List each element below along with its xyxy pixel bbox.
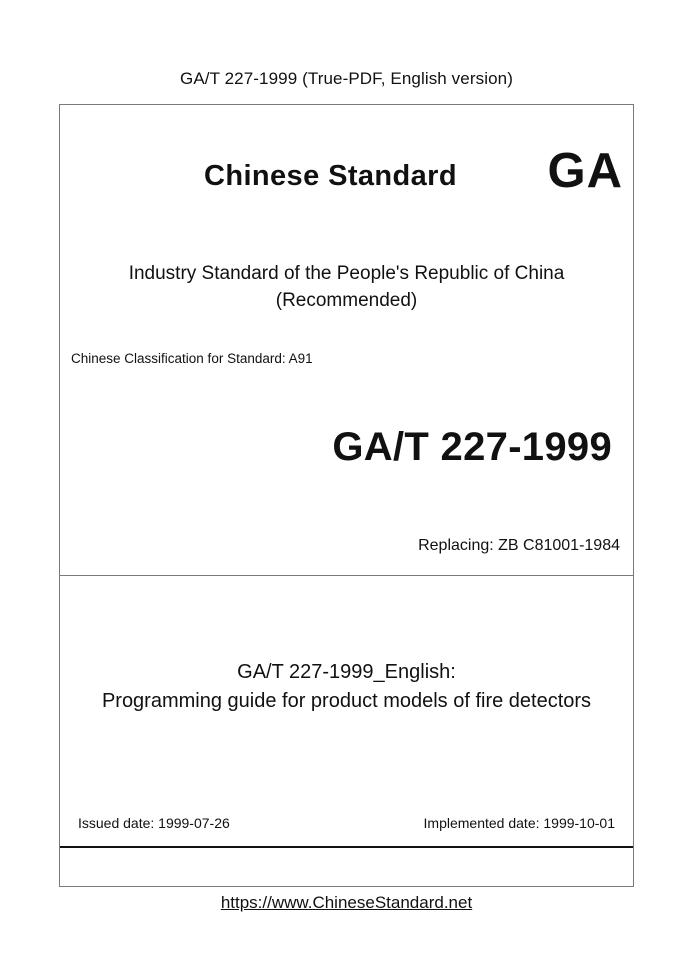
industry-line-1: Industry Standard of the People's Republic of China (128, 263, 565, 284)
cover-frame (59, 104, 634, 887)
issued-date: Issued date: 1999-07-26 (78, 815, 230, 831)
bottom-divider (60, 846, 633, 848)
document-title-line-1: GA/T 227-1999_English: (237, 661, 456, 683)
cover-title: Chinese Standard (204, 160, 457, 192)
document-title (60, 658, 633, 716)
implemented-date: Implemented date: 1999-10-01 (423, 815, 615, 831)
section-divider (60, 575, 633, 576)
website-link[interactable]: https://www.ChineseStandard.net (220, 893, 473, 912)
document-header-label: GA/T 227-1999 (True-PDF, English version) (180, 69, 513, 88)
standard-mark: GA (547, 144, 623, 198)
footer (0, 893, 693, 913)
classification-label: Chinese Classification for Standard: A91 (71, 351, 313, 366)
document-title-line-2: Programming guide for product models of fire detectors (101, 690, 592, 712)
replacing-label: Replacing: ZB C81001-1984 (418, 537, 620, 554)
industry-line-2: (Recommended) (275, 290, 418, 311)
industry-standard-heading (60, 260, 633, 314)
standard-code: GA/T 227-1999 (332, 425, 612, 469)
